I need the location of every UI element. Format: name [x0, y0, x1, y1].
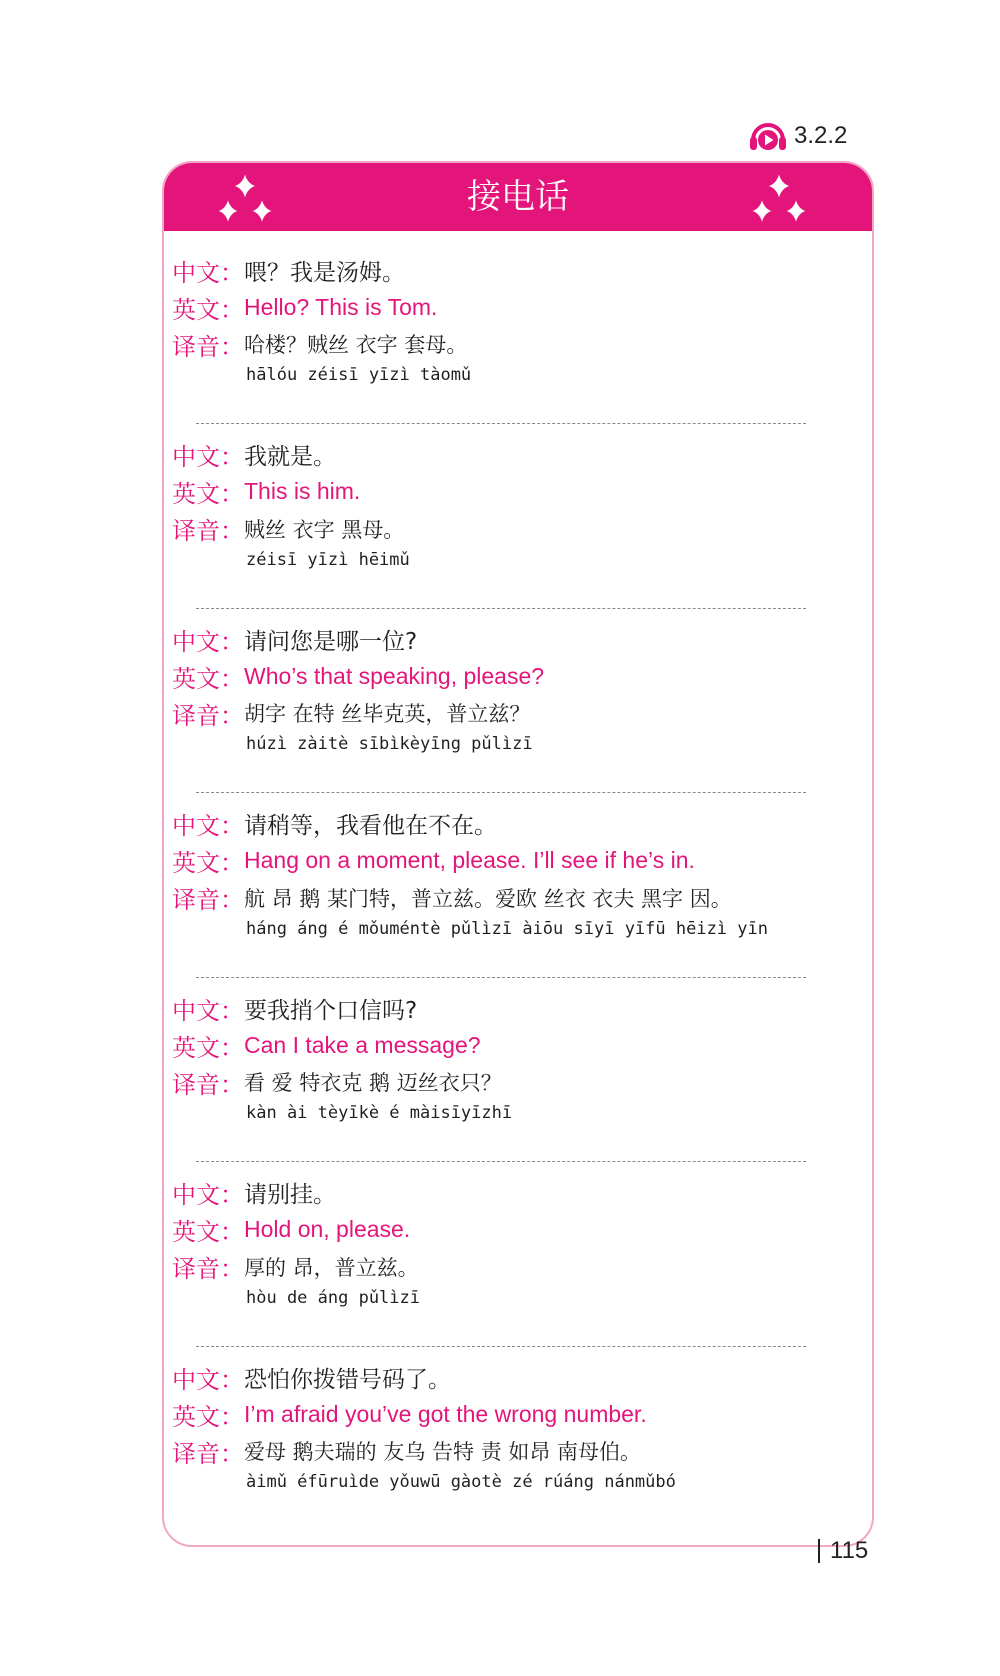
- chinese-label: 中文：: [172, 627, 244, 656]
- chinese-text: 请稍等，我看他在不在。: [244, 813, 497, 839]
- dialogue-card: [162, 161, 874, 1547]
- english-label: 英文：: [172, 664, 244, 693]
- english-text: Hang on a moment, please. I’ll see if he’s in.: [244, 847, 695, 873]
- english-text: Hello? This is Tom.: [244, 293, 438, 320]
- page-title: 接电话: [467, 177, 569, 217]
- dashed-divider: [196, 608, 806, 609]
- english-label: 英文：: [172, 480, 244, 508]
- transliteration-text: 哈楼？贼丝 衣字 套母。: [244, 333, 468, 357]
- pinyin-text: húzì zàitè sībìkèyīng pǔlìzī: [246, 734, 533, 754]
- english-label: 英文：: [172, 1218, 244, 1246]
- transliteration-text: 厚的 昂，普立兹。: [244, 1255, 419, 1280]
- list-item: [164, 622, 872, 807]
- chinese-row: [172, 1360, 451, 1394]
- page-number-bar: [818, 1539, 820, 1563]
- transliteration-text: 爱母 鹅夫瑞的 友乌 告特 责 如昂 南母伯。: [244, 1440, 642, 1464]
- english-text: Can I take a message?: [244, 1031, 481, 1058]
- chinese-label: 中文：: [172, 1365, 244, 1394]
- chinese-text: 恐怕你拨错号码了。: [244, 1366, 451, 1393]
- dashed-divider: [196, 1161, 806, 1162]
- transliteration-row: [172, 881, 732, 915]
- pinyin-text: zéisī yīzì hēimǔ: [246, 549, 410, 570]
- english-text: This is him.: [244, 478, 361, 504]
- pinyin-text: kàn ài tèyīkè é màisīyīzhī: [246, 1103, 513, 1123]
- transliteration-row: [172, 1065, 502, 1099]
- chinese-text: 我就是。: [244, 444, 336, 470]
- chinese-text: 请别挂。: [244, 1182, 336, 1208]
- transliteration-label: 译音：: [172, 1255, 244, 1283]
- english-text: Hold on, please.: [244, 1216, 411, 1242]
- pinyin-text: hòu de áng pǔlìzī: [246, 1287, 420, 1308]
- chinese-row: [172, 1176, 336, 1210]
- dashed-divider: [196, 977, 806, 978]
- transliteration-text: 胡字 在特 丝毕克英，普立兹？: [244, 702, 531, 726]
- list-item: [164, 1176, 872, 1361]
- chinese-row: [172, 807, 497, 841]
- transliteration-row: [172, 696, 530, 730]
- english-row: [172, 659, 544, 693]
- headphones-play-icon[interactable]: [748, 116, 788, 156]
- english-text: I’m afraid you’ve got the wrong number.: [244, 1400, 647, 1427]
- english-label: 英文：: [172, 1402, 244, 1431]
- chinese-label: 中文：: [172, 1181, 244, 1209]
- page-number: [818, 1535, 868, 1567]
- english-text: Who’s that speaking, please?: [244, 662, 545, 689]
- english-row: [172, 844, 695, 878]
- dashed-divider: [196, 792, 806, 793]
- transliteration-label: 译音：: [172, 1070, 244, 1099]
- transliteration-row: [172, 327, 467, 361]
- chinese-row: [172, 622, 417, 656]
- chinese-text: 请问您是哪一位?: [244, 628, 418, 655]
- dashed-divider: [196, 1346, 806, 1347]
- chinese-label: 中文：: [172, 996, 244, 1025]
- chinese-label: 中文：: [172, 443, 244, 471]
- page-number-text: 115: [830, 1537, 869, 1564]
- english-row: [172, 1028, 481, 1062]
- english-row: [172, 1397, 647, 1431]
- pinyin-text: àimǔ éfūruìde yǒuwū gàotè zé rúáng nánmǔbó: [246, 1472, 676, 1492]
- english-label: 英文：: [172, 295, 244, 324]
- english-label: 英文：: [172, 849, 244, 877]
- list-item: [164, 438, 872, 623]
- transliteration-row: [172, 1434, 641, 1468]
- english-row: [172, 290, 437, 324]
- transliteration-text: 贼丝 衣字 黑母。: [244, 517, 405, 542]
- chinese-row: [172, 438, 336, 472]
- chinese-label: 中文：: [172, 258, 244, 287]
- transliteration-label: 译音：: [172, 517, 244, 545]
- transliteration-label: 译音：: [172, 886, 244, 914]
- list-item: [164, 807, 872, 992]
- chinese-text: 喂？我是汤姆。: [244, 259, 405, 286]
- card-header: [164, 163, 872, 231]
- audio-badge[interactable]: [748, 116, 847, 156]
- transliteration-label: 译音：: [172, 701, 244, 730]
- list-item: [164, 253, 872, 438]
- transliteration-row: [172, 512, 404, 546]
- transliteration-text: 航 昂 鹅 某门特，普立兹。爱欧 丝衣 衣夫 黑字 因。: [244, 886, 732, 911]
- english-row: [172, 1213, 410, 1247]
- sparkle-icon: [746, 169, 812, 233]
- pinyin-text: hālóu zéisī yīzì tàomǔ: [246, 365, 472, 385]
- list-item: [164, 1360, 872, 1545]
- transliteration-row: [172, 1250, 419, 1284]
- english-row: [172, 475, 360, 509]
- list-item: [164, 991, 872, 1176]
- audio-track-code: 3.2.2: [794, 122, 848, 149]
- chinese-row: [172, 253, 405, 287]
- chinese-label: 中文：: [172, 812, 244, 840]
- transliteration-label: 译音：: [172, 1439, 244, 1468]
- pinyin-text: háng áng é mǒuméntè pǔlìzī àiōu sīyī yīfū hēizì yīn: [246, 918, 768, 939]
- dashed-divider: [196, 423, 806, 424]
- transliteration-label: 译音：: [172, 332, 244, 361]
- english-label: 英文：: [172, 1033, 244, 1062]
- transliteration-text: 看 爱 特衣克 鹅 迈丝衣只？: [244, 1071, 502, 1095]
- dialogue-list: [164, 253, 872, 1545]
- chinese-text: 要我捎个口信吗?: [244, 997, 418, 1024]
- chinese-row: [172, 991, 417, 1025]
